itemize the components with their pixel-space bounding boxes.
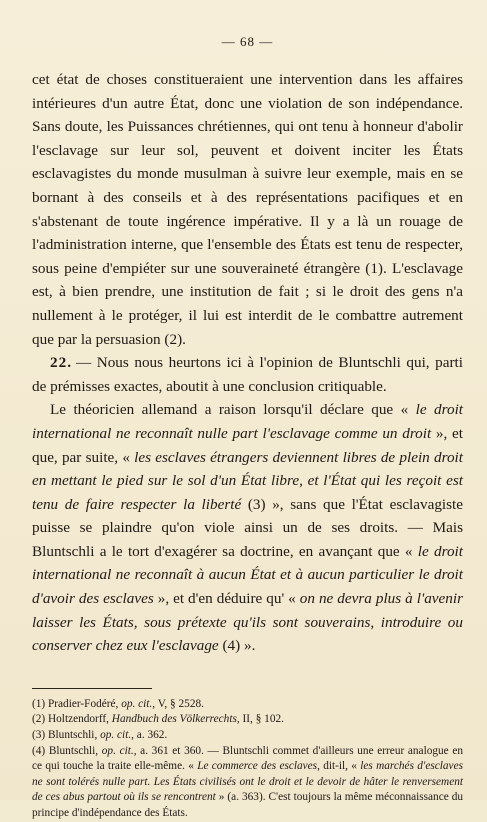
p3-text-c: », et que, par suite, « xyxy=(32,424,463,466)
p3-quote-4: on ne devra plus à l'avenir laisser les États, sous prétexte qu'ils sont souverains, introduire ou conserver chez eux l'esclavage xyxy=(32,590,464,655)
footnote-1-author: Pradier-Fodéré, xyxy=(48,697,122,710)
footnote-1-number: (1) xyxy=(32,697,48,710)
section-22-paragraph xyxy=(32,351,463,398)
footnote-1-rest: , V, § 2528. xyxy=(152,697,204,710)
footnote-rule xyxy=(32,688,152,689)
footnote-4-text-c: , dit-il, « xyxy=(317,760,361,773)
body-text xyxy=(32,68,463,658)
footnote-4-quote-1: Le commerce des esclaves xyxy=(197,760,318,773)
footnote-2-rest: , II, § 102. xyxy=(236,713,284,726)
footnote-4-text-a: , a. 361 et 360. — Bluntschli commet d'ailleurs une erreur analogue en ce qui touche la traite elle-même. « xyxy=(32,744,463,773)
p3-quote-2: les esclaves étrangers deviennent libres de plein droit en mettant le pied sur le sol d'un État libre, et l'État qui les reçoit est tenu de faire respecter la liberté xyxy=(32,448,463,513)
footnotes xyxy=(32,697,463,822)
footnote-3-number: (3) xyxy=(32,729,48,742)
footnote-3 xyxy=(32,728,463,744)
footnote-3-op: op. cit. xyxy=(100,729,132,742)
paragraph-1: cet état de choses constitueraient une intervention dans les affaires intérieures d'un autre État, donc une violation de son indépendance. Sans doute, les Puissances chrétiennes, qui ont tenu à honneur d'abolir l'esclavage sur leur sol, peuvent et doivent inciter les États esclavagistes du monde musulman à suivre leur exemple, mais en se bornant à des conseils et à des représentations pacifiques et en s'abstenant de toute ingérence impérative. Il y a là un rouage de l'administration interne, que l'ensemble des États est tenu de respecter, sous peine d'empiéter sur une souveraineté étrangère (1). L'esclavage est, à bien prendre, une institution de fait ; si le droit des gens n'a nullement à le protéger, il lui est interdit de le combattre autrement que par la persuasion (2). xyxy=(32,71,463,348)
p3-text-g: », et d'en déduire qu' « xyxy=(153,590,300,608)
footnote-4-quote-2: les marchés d'esclaves ne sont tolérés nulle part. Les États civilisés ont le droit et le devoir de hâter le renversement de ces abus partout où ils se rencontrent xyxy=(32,760,463,804)
footnote-2-author: Holtzendorff, xyxy=(48,713,112,726)
footnote-4-author: Bluntschli, xyxy=(48,744,102,757)
page-number: — 68 — xyxy=(221,34,274,49)
footnote-4-op: op. cit. xyxy=(101,744,134,757)
paragraph-3 xyxy=(32,398,463,658)
footnote-1 xyxy=(32,697,463,713)
p3-text-i: (4) ». xyxy=(218,637,256,655)
footnote-4-text-e: » (a. 363). C'est toujours la même méconnaissance du principe d'indépendance des États. xyxy=(32,791,464,819)
p3-text-e: (3) », sans que l'État esclavagiste puisse se plaindre qu'on viole ainsi un de ses droits. — Mais Bluntschli a le tort d'exagérer sa doctrine, en avançant que « xyxy=(32,495,463,560)
footnote-2 xyxy=(32,712,463,728)
footnote-3-rest: , a. 362. xyxy=(131,729,168,742)
footnote-4 xyxy=(32,744,463,822)
p3-quote-3: le droit international ne reconnaît à aucun État et à aucun particulier le droit d'avoir des esclaves xyxy=(32,542,463,608)
footnote-1-op: op. cit. xyxy=(121,697,153,710)
footnote-3-author: Bluntschli, xyxy=(48,729,101,742)
p3-quote-1: le droit international ne reconnaît nulle part l'esclavage comme un droit xyxy=(32,401,464,442)
section-text: — Nous nous heurtons ici à l'opinion de Bluntschli qui, parti de prémisses exactes, aboutit à une conclusion critiquable. xyxy=(32,354,463,395)
footnote-2-number: (2) xyxy=(32,713,48,726)
p3-text-a: Le théoricien allemand a raison lorsqu'il déclare que « xyxy=(50,401,416,419)
footnote-4-number: (4) xyxy=(32,744,49,757)
section-number: 22. xyxy=(50,354,72,372)
footnote-2-title: Handbuch des Völkerrechts xyxy=(111,713,237,726)
